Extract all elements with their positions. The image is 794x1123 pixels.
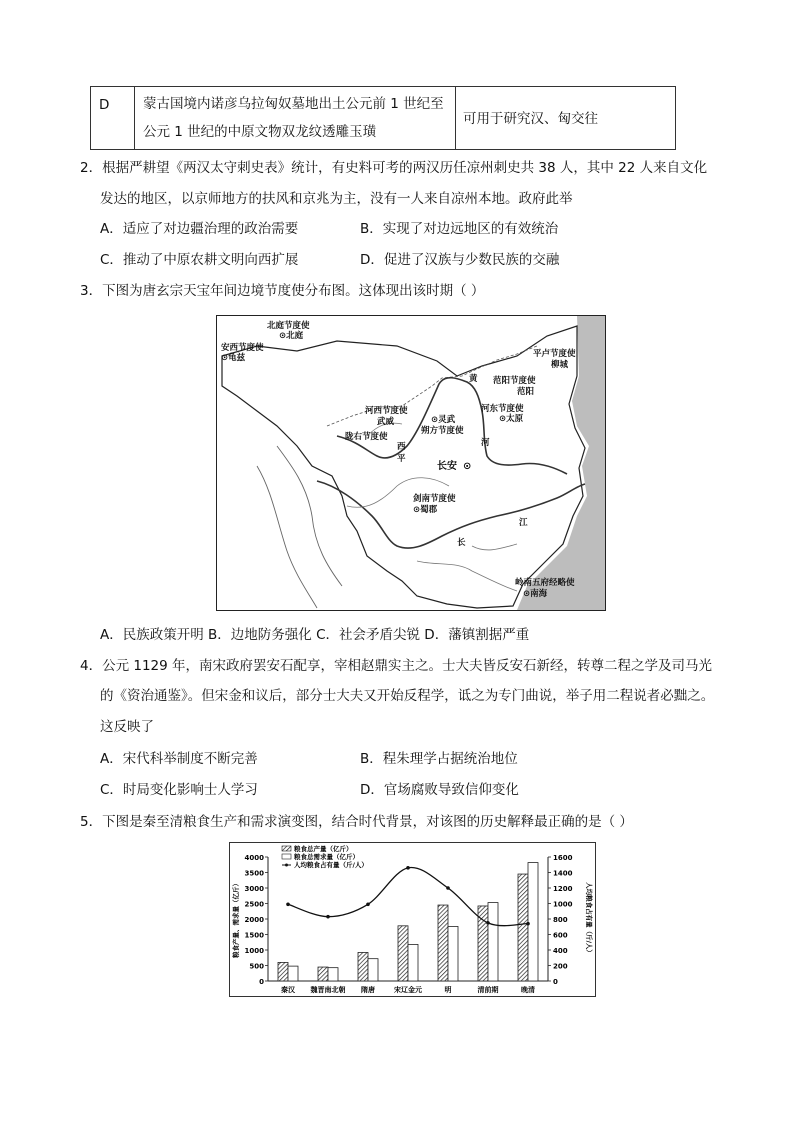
bar-production [438, 905, 448, 981]
map-label-liucheng: 柳城 [551, 360, 569, 370]
q3-options: A．民族政策开明 B．边地防务强化 C．社会矛盾尖锐 D．藩镇割据严重 [100, 627, 530, 643]
map-label-wuwei: 武威 [377, 417, 395, 427]
x-tick-label: 宋辽金元 [394, 986, 422, 994]
q4-option-d: D．官场腐败导致信仰变化 [360, 782, 519, 798]
yangtze-river [317, 481, 585, 548]
map-label-chang: 长 [457, 538, 466, 548]
bar-demand [448, 926, 458, 981]
table-divider [455, 87, 456, 149]
map-label-hedong-jds: 河东节度使 [481, 404, 524, 414]
table-desc-line1: 蒙古国境内诺彦乌拉匈奴墓地出土公元前 1 世纪至 [143, 96, 444, 112]
y-tick-label: 3500 [244, 869, 264, 878]
y2-tick-label: 1600 [553, 854, 573, 862]
bar-demand [528, 863, 538, 981]
map-label-qiuci: ⊙龟兹 [221, 353, 246, 363]
map-label-nanhai: ⊙南海 [523, 589, 548, 599]
point-per-capita [326, 915, 330, 919]
q2-option-d: D．促进了汉族与少数民族的交融 [360, 252, 560, 268]
y-tick-label: 2000 [244, 916, 264, 924]
western-river [277, 446, 342, 586]
point-per-capita [486, 921, 490, 925]
x-tick-label: 隋唐 [361, 986, 375, 994]
q4-stem-line3: 这反映了 [100, 719, 154, 735]
option-letter: D [99, 97, 110, 113]
y2-tick-label: 1000 [553, 900, 573, 909]
bar-production [318, 967, 328, 981]
east-stream [472, 544, 517, 550]
map-label-changan: 长安 [437, 461, 457, 472]
x-tick-label: 明 [444, 986, 452, 994]
y2-tick-label: 1200 [553, 885, 573, 893]
bar-production [358, 952, 368, 981]
map-label-xi: 西 [397, 442, 406, 452]
bar-demand [288, 966, 298, 981]
map-label-lingwu: ⊙灵武 [431, 415, 456, 425]
x-tick-label: 清前期 [477, 986, 499, 994]
map-label-fanyang: 范阳 [517, 387, 535, 397]
y2-tick-label: 400 [553, 947, 568, 955]
legend-swatch-demand [282, 854, 291, 859]
legend-label-per-capita: 人均粮食占有量（斤/人） [294, 861, 368, 869]
table-cell-letter [91, 87, 135, 149]
x-tick-label: 晚清 [521, 986, 535, 994]
map-label-fanyang-jds: 范阳节度使 [493, 376, 536, 386]
bar-production [278, 962, 288, 981]
y2-tick-label: 200 [553, 962, 568, 971]
table-row [90, 86, 676, 150]
y-axis-title: 粮食产量、需求量（亿斤） [232, 880, 240, 958]
q4-option-c: C．时局变化影响士人学习 [100, 782, 258, 798]
q2-stem-line1: 2．根据严耕望《两汉太守刺史表》统计，有史料可考的两汉历任凉州刺史共 38 人，其中 22 人来自文化 [80, 160, 708, 176]
map-label-beiting: ⊙北庭 [279, 331, 304, 341]
x-tick-label: 魏晋南北朝 [310, 986, 346, 994]
map-label-huang: 黄 [469, 374, 478, 384]
q2-option-b: B．实现了对边远地区的有效统治 [360, 221, 559, 237]
map-graphic [217, 316, 605, 610]
y-tick-label: 0 [259, 978, 264, 986]
bar-demand [328, 968, 338, 981]
point-per-capita [526, 922, 530, 926]
territory-outline [222, 326, 585, 608]
bar-production [398, 926, 408, 981]
bar-demand [368, 959, 378, 981]
grain-chart [229, 842, 596, 997]
map-label-pinglu-jds: 平卢节度使 [533, 349, 576, 359]
bar-demand [408, 944, 418, 981]
bar-demand [488, 903, 498, 981]
q4-stem-line2: 的《资治通鉴》。但宋金和议后，部分士大夫又开始反程学，诋之为专门曲说，举子用二程说者必黜之。 [100, 688, 715, 704]
y2-tick-label: 800 [553, 916, 568, 924]
map-label-shujun: ⊙蜀郡 [413, 505, 438, 515]
grain-chart-svg [230, 843, 595, 996]
map-label-taiyuan: ⊙太原 [499, 414, 524, 424]
tang-border-map [216, 315, 606, 611]
south-river [417, 561, 517, 591]
changan-marker-icon: ⊙ [463, 461, 472, 472]
q4-stem-line1: 4．公元 1129 年，南宋政府罢安石配享，宰相赵鼎实主之。士大夫皆反安石新经，转尊二程之学及司马光 [80, 658, 713, 674]
y2-tick-label: 0 [553, 978, 558, 986]
map-label-beiting-jds: 北庭节度使 [267, 321, 310, 331]
table-usage: 可用于研究汉、匈交往 [463, 111, 598, 127]
q4-option-b: B．程朱理学占据统治地位 [360, 751, 518, 767]
q2-stem-line2: 发达的地区，以京师地方的扶风和京兆为主，没有一人来自凉州本地。政府此举 [100, 191, 573, 207]
map-label-lingnan: 岭南五府经略使 [515, 578, 575, 588]
legend-label-demand: 粮食总需求量（亿斤） [294, 853, 359, 861]
y2-tick-label: 1400 [553, 869, 573, 878]
map-label-anxi-jds: 安西节度使 [221, 343, 264, 353]
map-label-longyou-jds: 陇右节度使 [345, 432, 388, 442]
point-per-capita [366, 902, 370, 906]
q4-option-a: A．宋代科举制度不断完善 [100, 751, 258, 767]
y-tick-label: 2500 [244, 900, 264, 909]
southwest-river [257, 466, 317, 608]
y-tick-label: 1500 [244, 931, 264, 940]
map-label-shuofang-jds: 朔方节度使 [421, 426, 464, 436]
legend-swatch-production [282, 846, 291, 851]
q3-stem: 3．下图为唐玄宗天宝年间边境节度使分布图。这体现出该时期（ ） [80, 283, 485, 299]
y-tick-label: 3000 [244, 885, 264, 893]
y2-tick-label: 600 [553, 931, 568, 940]
x-tick-label: 秦汉 [281, 986, 295, 994]
bar-production [518, 874, 528, 981]
map-label-ping: 平 [397, 454, 406, 464]
point-per-capita [286, 902, 290, 906]
map-label-hexi-jds: 河西节度使 [365, 406, 408, 416]
point-per-capita [406, 866, 410, 870]
map-label-jiang: 江 [519, 518, 528, 528]
map-label-he: 河 [481, 438, 490, 448]
y-tick-label: 4000 [244, 854, 264, 862]
table-desc-line2: 公元 1 世纪的中原文物双龙纹透雕玉璜 [143, 124, 377, 140]
y-tick-label: 500 [249, 962, 264, 971]
q2-option-c: C．推动了中原农耕文明向西扩展 [100, 252, 299, 268]
y2-axis-title: 人均粮食占有量（斤/人） [585, 882, 593, 956]
legend-swatch-per-capita-dot [285, 864, 288, 867]
q5-stem: 5．下图是秦至清粮食生产和需求演变图，结合时代背景，对该图的历史解释最正确的是（ ） [80, 814, 633, 830]
y-tick-label: 1000 [244, 947, 264, 955]
legend-label-production: 粮食总产量（亿斤） [294, 845, 353, 853]
map-label-jiannan-jds: 剑南节度使 [413, 494, 456, 504]
q2-option-a: A．适应了对边疆治理的政治需要 [100, 221, 299, 237]
point-per-capita [446, 886, 450, 890]
